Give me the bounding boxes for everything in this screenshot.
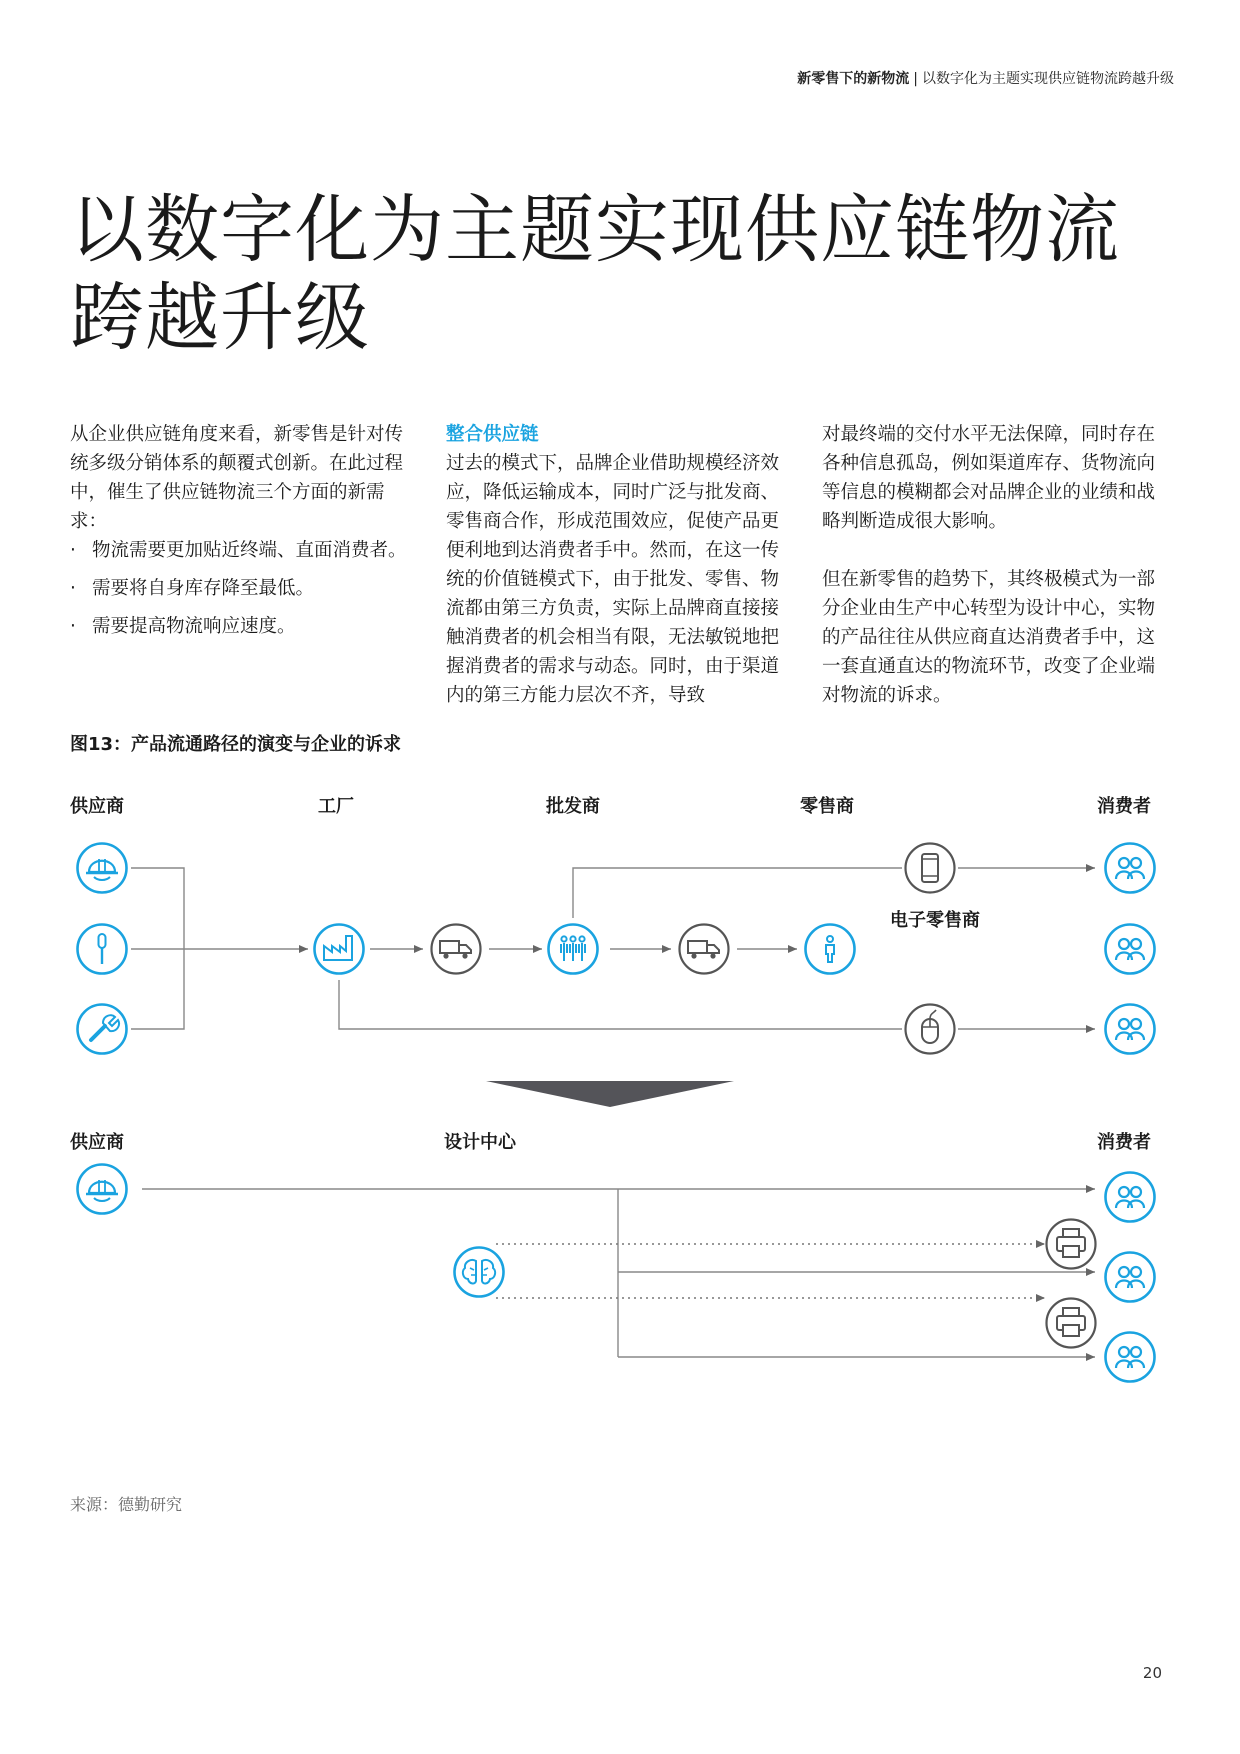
label-e-retailer: 电子零售商: [890, 910, 980, 931]
people-pair-icon: [1106, 925, 1155, 974]
people-pair-icon: [1106, 844, 1155, 893]
body-paragraph: 对最终端的交付水平无法保障，同时存在各种信息孤岛，例如渠道库存、货物流向等信息的模糊都会对品牌企业的业绩和战略判断造成很大影响。: [822, 424, 1156, 532]
hardhat-icon: [78, 844, 127, 893]
transition-arrow: [486, 1081, 734, 1107]
label-consumer-new: 消费者: [1097, 1132, 1151, 1153]
screwdriver-icon: [78, 925, 127, 974]
label-consumer: 消费者: [1097, 796, 1151, 817]
page-number: 20: [1142, 1664, 1162, 1682]
printer-icon: [1047, 1299, 1096, 1348]
smartphone-icon: [906, 844, 955, 893]
header-separator: |: [913, 71, 918, 87]
label-retailer: 零售商: [800, 796, 854, 817]
people-pair-icon: [1106, 1253, 1155, 1302]
list-item: · 物流需要更加贴近终端、直面消费者。: [70, 536, 420, 565]
header-chapter: 以数字化为主题实现供应链物流跨越升级: [922, 71, 1174, 87]
factory-icon: [315, 925, 364, 974]
truck-icon: [432, 925, 481, 974]
list-item: · 需要将自身库存降至最低。: [70, 574, 420, 603]
figure-title: 图13：产品流通路径的演变与企业的诉求: [70, 734, 402, 755]
body-paragraph: 但在新零售的趋势下，其终极模式为一部分企业由生产中心转型为设计中心，实物的产品往往从供应商直达消费者手中，这一套直通直达的物流环节，改变了企业端对物流的诉求。: [822, 569, 1156, 706]
printer-icon: [1047, 1220, 1096, 1269]
label-supplier: 供应商: [70, 796, 124, 817]
list-item: · 需要提高物流响应速度。: [70, 612, 420, 641]
people-group-icon: [549, 925, 598, 974]
mouse-icon: [906, 1005, 955, 1054]
brain-icon: [455, 1248, 504, 1297]
wrench-icon: [78, 1005, 127, 1054]
label-factory: 工厂: [318, 796, 354, 817]
top-connectors: [131, 868, 1095, 1029]
people-pair-icon: [1106, 1173, 1155, 1222]
section-subhead: 整合供应链: [446, 424, 539, 445]
people-pair-icon: [1106, 1333, 1155, 1382]
people-pair-icon: [1106, 1005, 1155, 1054]
label-design-center: 设计中心: [444, 1132, 516, 1153]
label-supplier-new: 供应商: [70, 1132, 124, 1153]
bottom-connectors: [142, 1189, 1095, 1357]
hardhat-icon: [78, 1165, 127, 1214]
page-title: 以数字化为主题实现供应链物流跨越升级: [70, 187, 1120, 361]
truck-icon: [680, 925, 729, 974]
header-section: 新零售下的新物流: [797, 71, 910, 87]
body-paragraph: 过去的模式下，品牌企业借助规模经济效应，降低运输成本，同时广泛与批发商、零售商合作，形成范围效应，促使产品更便利地到达消费者手中。然而，在这一传统的价值链模式下，由于批发、零售、物流都由第三方负责，实际上品牌商直接接触消费者的机会相当有限，无法敏锐地把握消费者的需求与动态。同时，由于渠道内的第三方能力层次不齐，导致: [446, 453, 780, 706]
source-note: 来源：德勤研究: [70, 1495, 183, 1514]
intro-paragraph: 从企业供应链角度来看，新零售是针对传统多级分销体系的颠覆式创新。在此过程中，催生了供应链物流三个方面的新需求：: [70, 424, 404, 532]
label-wholesaler: 批发商: [546, 796, 600, 817]
person-icon: [806, 925, 855, 974]
